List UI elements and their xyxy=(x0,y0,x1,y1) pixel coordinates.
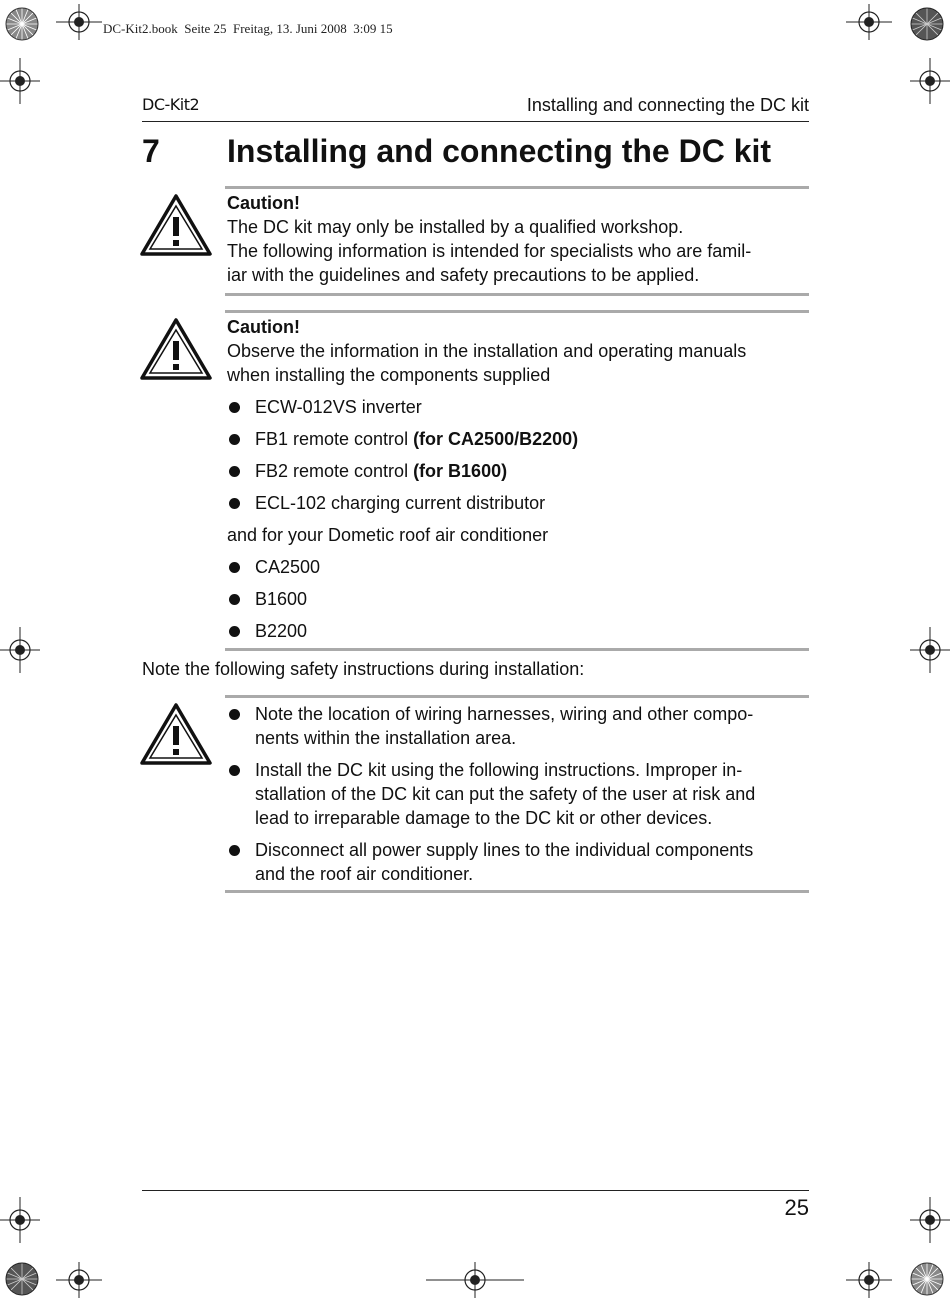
registration-mark-right-middle xyxy=(910,627,950,673)
instruction-line: nents within the installation area. xyxy=(255,728,517,748)
list-item xyxy=(227,459,809,483)
list-item xyxy=(227,758,809,830)
bullet-icon xyxy=(229,594,240,605)
registration-mark-right-top xyxy=(910,58,950,104)
star-target-bottom-right xyxy=(909,1261,945,1297)
running-header-section: Installing and connecting the DC kit xyxy=(526,95,809,115)
caution-2-bottom-rule xyxy=(225,648,809,651)
registration-mark-bottom-center xyxy=(426,1262,524,1298)
bullet-icon xyxy=(229,765,240,776)
caution-1-line: The DC kit may only be installed by a qualified workshop. xyxy=(227,217,684,237)
caution-1-block xyxy=(227,191,809,287)
registration-mark-bottom-left xyxy=(56,1262,102,1298)
registration-mark-top-left xyxy=(56,4,102,40)
list-item xyxy=(227,395,809,419)
warning-triangle-icon xyxy=(140,703,212,765)
list-item xyxy=(227,619,809,643)
page-number: 25 xyxy=(784,1195,809,1220)
registration-mark-left-bottom xyxy=(0,1197,40,1243)
bullet-icon xyxy=(229,498,240,509)
instruction-line: Note the location of wiring harnesses, wiring and other compo- xyxy=(255,704,754,724)
chapter-title: Installing and connecting the DC kit xyxy=(227,133,772,169)
component-note: (for CA2500/B2200) xyxy=(413,429,579,449)
list-item xyxy=(227,427,809,451)
note-intro: Note the following safety instructions during installation: xyxy=(142,659,585,679)
list-item xyxy=(227,838,809,886)
caution-2-top-rule xyxy=(225,310,809,313)
safety-instruction-list xyxy=(227,702,809,886)
caution-1-line: iar with the guidelines and safety precautions to be applied. xyxy=(227,265,700,285)
air-conditioner-model: B1600 xyxy=(255,589,308,609)
bullet-icon xyxy=(229,626,240,637)
list-item xyxy=(227,587,809,611)
caution-2-line: when installing the components supplied xyxy=(227,365,551,385)
bullet-icon xyxy=(229,434,240,445)
bullet-icon xyxy=(229,466,240,477)
bullet-icon xyxy=(229,845,240,856)
caution-3-top-rule xyxy=(225,695,809,698)
component-text: ECL-102 charging current distributor xyxy=(255,493,546,513)
warning-triangle-icon xyxy=(140,194,212,256)
air-conditioner-model: B2200 xyxy=(255,621,308,641)
air-conditioner-list xyxy=(227,555,809,643)
air-conditioner-model: CA2500 xyxy=(255,557,321,577)
list-item xyxy=(227,555,809,579)
footer-rule xyxy=(142,1190,809,1191)
header-rule xyxy=(142,121,809,122)
component-list xyxy=(227,395,809,515)
print-info-line: DC-Kit2.book Seite 25 Freitag, 13. Juni 2008 3:09 15 xyxy=(103,21,393,36)
instruction-line: Install the DC kit using the following instructions. Improper in- xyxy=(255,760,743,780)
registration-mark-right-bottom xyxy=(910,1197,950,1243)
star-target-top-right xyxy=(909,6,945,42)
bullet-icon xyxy=(229,402,240,413)
caution-3-bottom-rule xyxy=(225,890,809,893)
caution-1-line: The following information is intended for specialists who are famil- xyxy=(227,241,752,261)
instruction-line: lead to irreparable damage to the DC kit or other devices. xyxy=(255,808,713,828)
caution-3-block xyxy=(227,702,809,886)
registration-mark-top-right xyxy=(846,4,892,40)
instruction-line: and the roof air conditioner. xyxy=(255,864,474,884)
component-text: ECW-012VS inverter xyxy=(255,397,422,417)
warning-triangle-icon xyxy=(140,318,212,380)
caution-1-top-rule xyxy=(225,186,809,189)
star-target-bottom-left xyxy=(4,1261,40,1297)
air-conditioner-intro: and for your Dometic roof air conditioner xyxy=(227,525,549,545)
star-target-top-left xyxy=(4,6,40,42)
caution-2-block xyxy=(227,315,809,643)
instruction-line: Disconnect all power supply lines to the individual components xyxy=(255,840,754,860)
caution-2-line: Observe the information in the installation and operating manuals xyxy=(227,341,747,361)
component-text: FB2 remote control xyxy=(255,461,414,481)
bullet-icon xyxy=(229,709,240,720)
bullet-icon xyxy=(229,562,240,573)
list-item xyxy=(227,491,809,515)
running-header-product: DC-Kit2 xyxy=(142,95,200,114)
registration-mark-bottom-right xyxy=(846,1262,892,1298)
list-item xyxy=(227,702,809,750)
caution-2-title: Caution! xyxy=(227,317,300,337)
registration-mark-left-top xyxy=(0,58,40,104)
instruction-line: stallation of the DC kit can put the safety of the user at risk and xyxy=(255,784,756,804)
chapter-number: 7 xyxy=(142,133,160,169)
caution-1-title: Caution! xyxy=(227,193,300,213)
component-text: FB1 remote control xyxy=(255,429,414,449)
registration-mark-left-middle xyxy=(0,627,40,673)
component-note: (for B1600) xyxy=(413,461,508,481)
caution-1-bottom-rule xyxy=(225,293,809,296)
